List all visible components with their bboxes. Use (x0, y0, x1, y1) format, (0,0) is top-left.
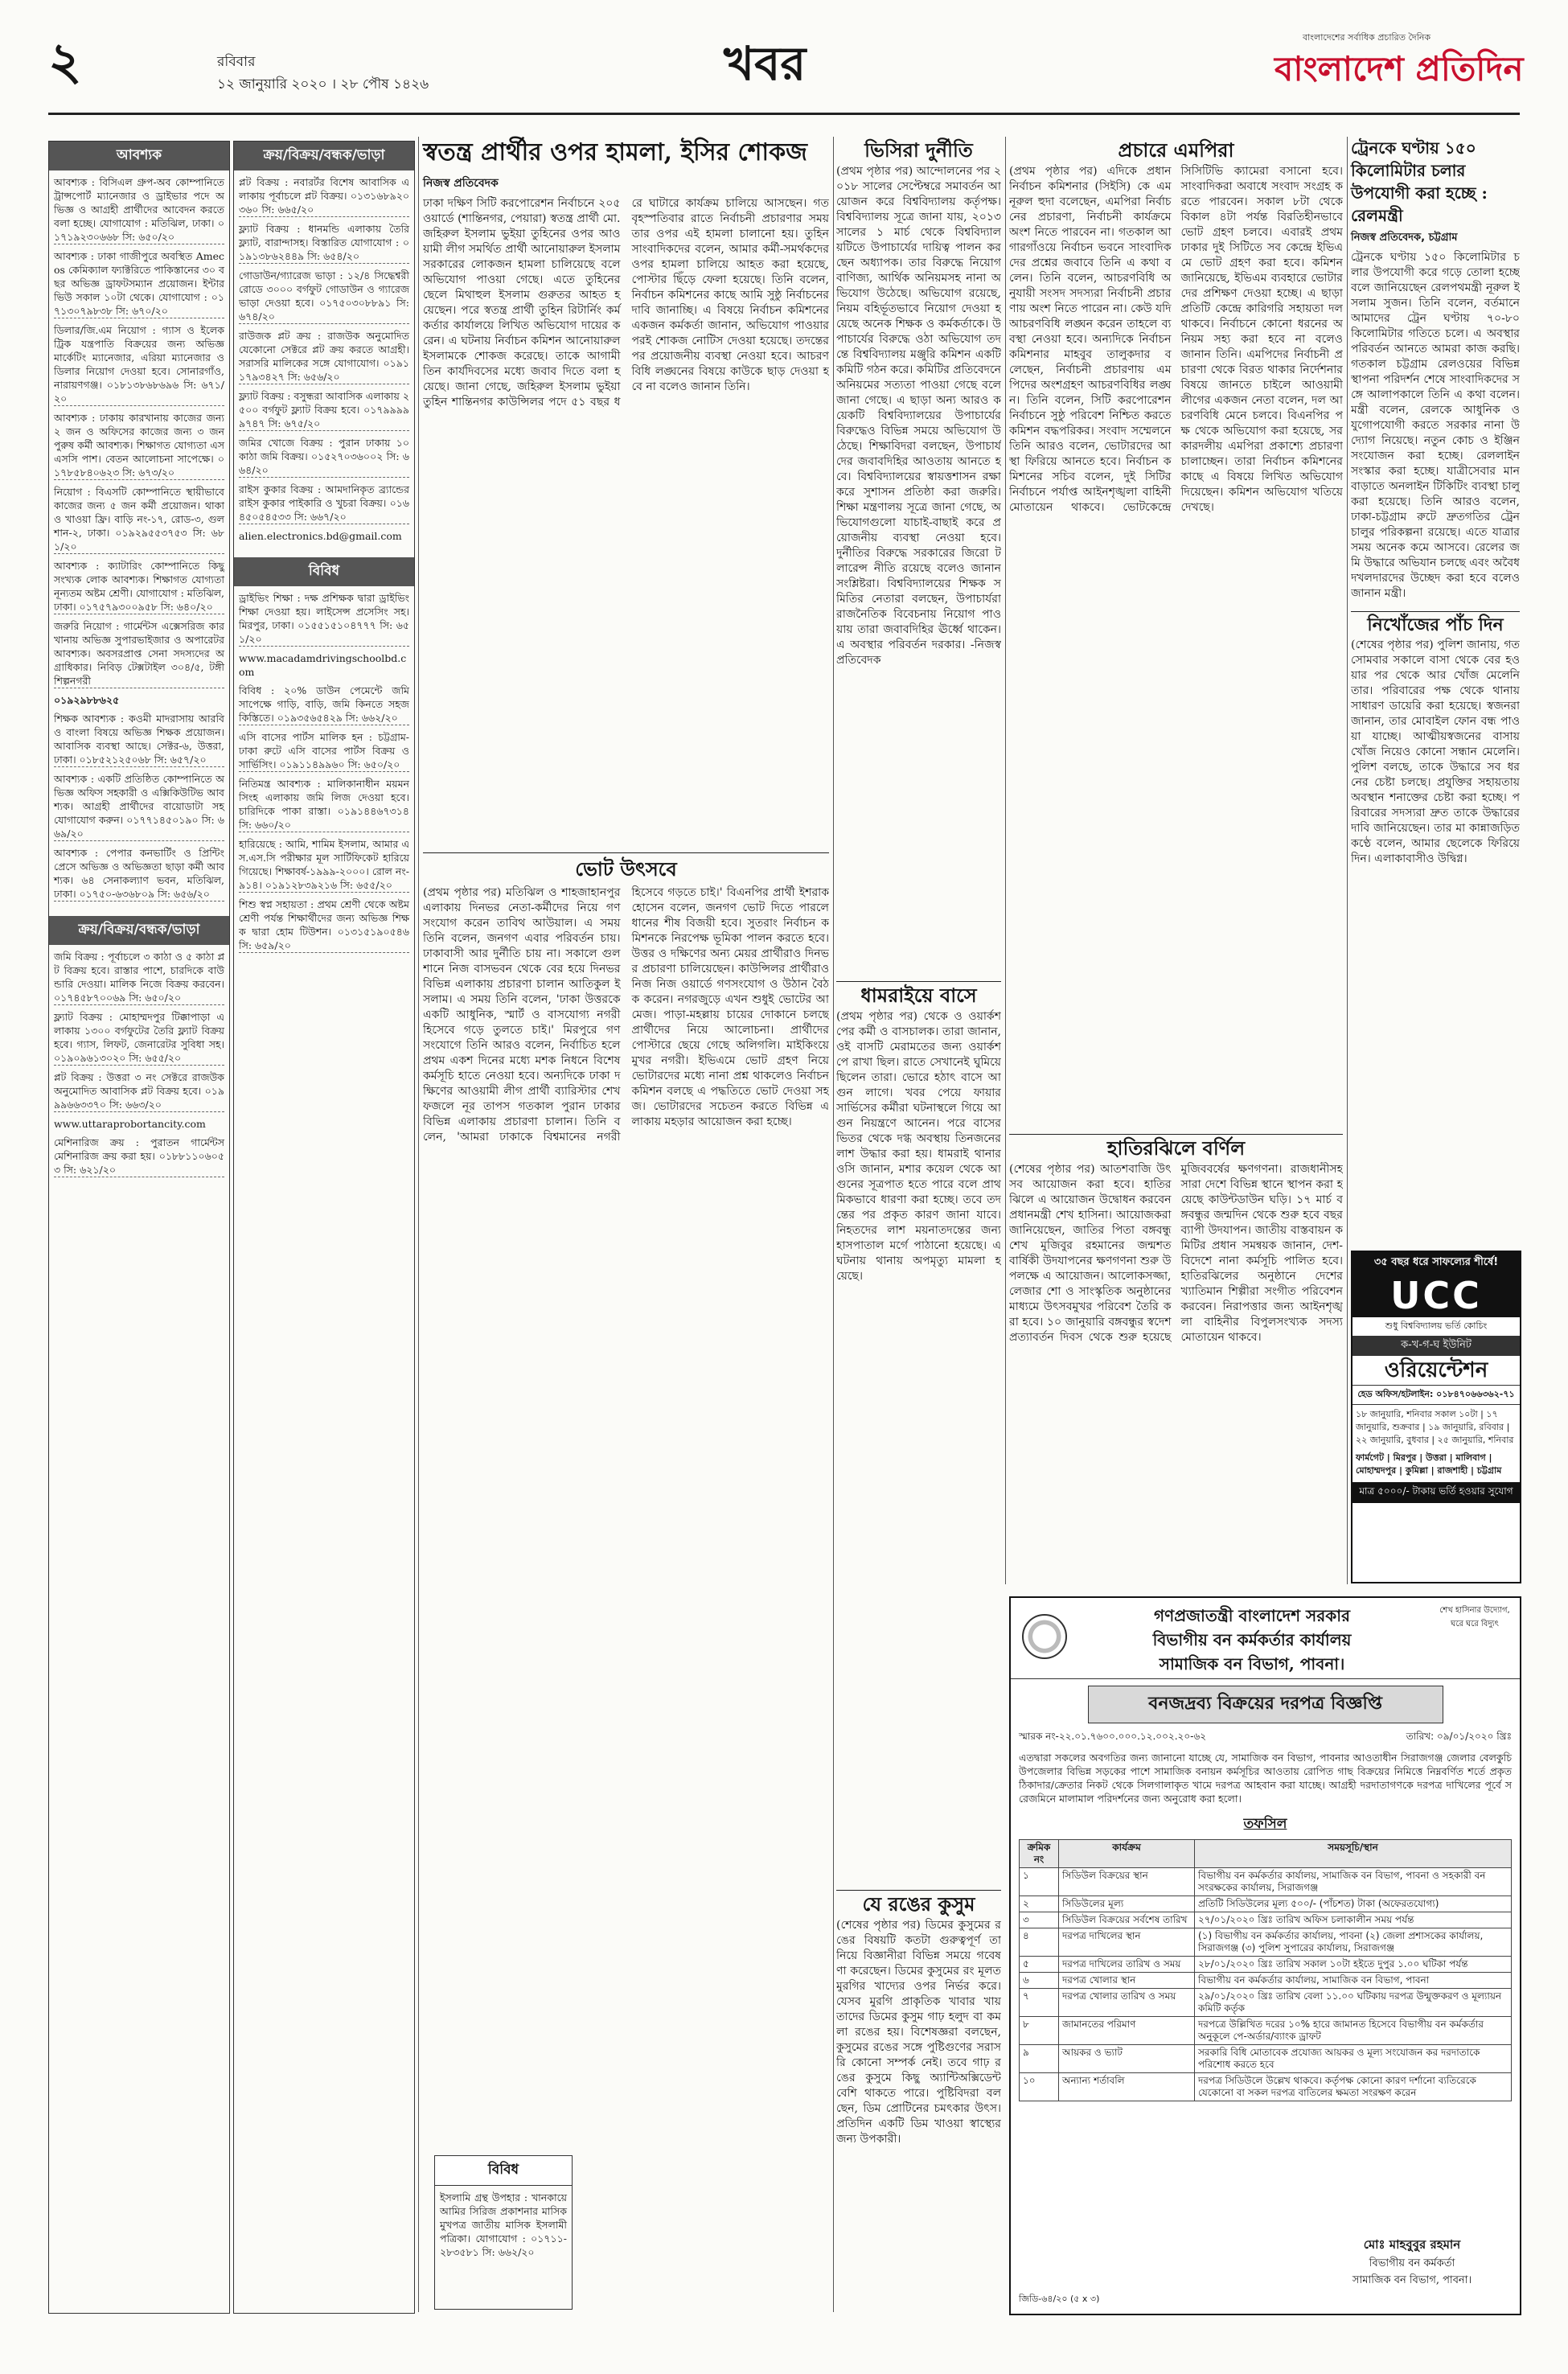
lead-byline: নিজস্ব প্রতিবেদক (423, 177, 499, 190)
tender-cell-schedule: বিভাগীয় বন কর্মকর্তার কার্যালয়, সামাজিক বন বিভাগ, পাবনা (1195, 1973, 1512, 1989)
tender-row (1020, 1928, 1512, 1957)
bus-story (836, 981, 1001, 1882)
mp-story (1009, 137, 1343, 1126)
misc-box (434, 2155, 573, 2310)
tender-cell-activity: দরপত্র দাখিলের তারিখ ও সময় (1059, 1957, 1195, 1973)
tender-corner: শেখ হাসিনার উদ্যোগ, ঘরে ঘরে বিদ্যুৎ (1439, 1606, 1510, 1629)
classified-ad: প্লট বিক্রয় : নবারর্টর বিশেষ আবাসিক এলাকায় পূর্বাচলে প্লট বিক্রয়। ০১৩১৬৮৯২০৩৬০ সি: ৬৬৫/২০ (239, 176, 409, 216)
classified-ad: ড্রাইভিং শিক্ষা : দক্ষ প্রশিক্ষক দ্বারা ড্রাইভিং শিক্ষা দেওয়া হয়। লাইসেন্স প্রসেসিং সহ। মিরপুর, ঢাকা। ০১৫৫১৫১০৪৭৭৭ সি: ৬৫১/২০ (239, 592, 409, 645)
tender-gov1: গণপ্রজাতন্ত্রী বাংলাদেশ সরকার (1154, 1606, 1350, 1625)
classified-ad: প্লট বিক্রয় : উত্তরা ৩ নং সেক্টরে রাজউক অনুমোদিত আবাসিক প্লট বিক্রয় হবে। ০১৯৯৯৬৬৩৩৭০ সি: ৬৬৩/২০ (54, 1071, 224, 1111)
classified-head-sale: ক্রয়/বিক্রয়/বন্ধক/ভাড়া (49, 916, 229, 945)
tender-cell-schedule: বিভাগীয় বন কর্মকর্তার কার্যালয়, সামাজিক বন বিভাগ, পাবনা ও সহকারী বন সংরক্ষকের কার্যালয়, সিরাজগঞ্জ (1195, 1868, 1512, 1896)
train-story (1351, 137, 1520, 603)
emblem-icon (1022, 1614, 1067, 1659)
column-rule (1347, 137, 1348, 1584)
flower-body: (শেষের পৃষ্ঠার পর) ডিমের কুসুমের রঙের বিষয়টি কতটা গুরুত্বপূর্ণ তা নিয়ে বিজ্ঞানীরা বিভিন্ন সময়ে গবেষণা করেছেন। ডিমের কুসুমের রং মূলত মুরগির খাদ্যের ওপর নির্ভর করে। যেসব মুরগি প্রাকৃতিক খাবার খায় তাদের ডিমের কুসুম গাঢ় হলুদ বা কমলা রঙের হয়। বিশেষজ্ঞরা বলছেন, কুসুমের রঙের সঙ্গে পুষ্টিগুণের সরাসরি কোনো সম্পর্ক নেই। তবে গাঢ় রঙের কুসুমে কিছু অ্যান্টিঅক্সিডেন্ট বেশি থাকতে পারে। পুষ্টিবিদরা বলছেন, ডিম প্রোটিনের চমৎকার উৎস। প্রতিদিন একটি ডিম খাওয়া স্বাস্থ্যের জন্য উপকারী। (836, 1919, 1001, 2146)
ucc-hotline: হেড অফিস/হটলাইন: ০১৮৪৭০৬৬৩৬২-৭১ (1353, 1385, 1520, 1405)
bus-headline: ধামরাইয়ে বাসে (836, 981, 1001, 1009)
classified-ad: নিয়োগ : বিএসটি কোম্পানিতে স্থায়ীভাবে কাজের জন্য ৫ জন কর্মী প্রয়োজন। থাকা ও খাওয়া ফ্রি। বাড়ি নং-১৭, রোড-৩, গুলশান-২, ঢাকা। ০১৯২৯৫৫৩৭৫৩ সি: ৬৮১/২০ (54, 486, 224, 552)
ucc-top: ৩৫ বছর ধরে সাফল্যের শীর্ষে! (1353, 1252, 1520, 1274)
train-byline: নিজস্ব প্রতিবেদক, চট্টগ্রাম (1351, 232, 1458, 244)
tender-title: বনজদ্রব্য বিক্রয়ের দরপত্র বিজ্ঞপ্তি (1088, 1686, 1443, 1723)
tender-cell-serial: ৯ (1020, 2045, 1059, 2073)
missing-headline: নিখোঁজের পাঁচ দিন (1351, 611, 1520, 638)
lead-headline: স্বতন্ত্র প্রার্থীর ওপর হামলা, ইসির শোকজ (423, 138, 807, 166)
classified-ad: বিবিধ : ২০% ডাউন পেমেন্টে জমি সাপেক্ষে গাড়ি, বাড়ি, জমি কিনতে সহজ কিস্তিতে। ০১৯৩৫৬৫৪২৯ সি: ৬৬২/২০ (239, 684, 409, 724)
tender-code: জিডি-৬৪/২০ (৫ x ৩) (1019, 2294, 1100, 2304)
date: ১২ জানুয়ারি ২০২০ । ২৮ পৌষ ১৪২৬ (217, 76, 429, 92)
corruption-headline: ভিসিরা দুর্নীতি (864, 138, 973, 162)
tender-row (1020, 2017, 1512, 2045)
tender-cell-serial: ৬ (1020, 1973, 1059, 1989)
corruption-body: (প্রথম পৃষ্ঠার পর) আন্দোলনের পর ২০১৮ সালের সেপ্টেম্বরে সমাবর্তন আয়োজন করে বিশ্ববিদ্যালয় কর্তৃপক্ষ। বিশ্ববিদ্যালয় সূত্রে জানা যায়, ২০১৩ সালের ১ মার্চ থেকে বিশ্ববিদ্যালয়টিতে উপাচার্যের দায়িত্ব পালন করছেন অধ্যাপক। তার বিরুদ্ধে নিয়োগ বাণিজ্য, আর্থিক অনিয়মসহ নানা অভিযোগ উঠেছে। অভিযোগ রয়েছে, নিয়ম বহির্ভূতভাবে নিয়োগ দেওয়া হয়েছে অনেক শিক্ষক ও কর্মকর্তাকে। উপাচার্যের বিরুদ্ধে ওঠা অভিযোগ তদন্তে বিশ্ববিদ্যালয় মঞ্জুরি কমিশন একটি কমিটি গঠন করে। কমিটির প্রতিবেদনে অনিয়মের সত্যতা পাওয়া গেছে বলে জানা গেছে। এ ছাড়া অন্য আরও কয়েকটি বিশ্ববিদ্যালয়ের উপাচার্যের বিরুদ্ধেও বিভিন্ন সময়ে অভিযোগ উঠেছে। শিক্ষাবিদরা বলছেন, উপাচার্যদের জবাবদিহির আওতায় আনতে হবে। বিশ্ববিদ্যালয়ের স্বায়ত্তশাসন রক্ষা করে সুশাসন প্রতিষ্ঠা করা জরুরি। শিক্ষা মন্ত্রণালয় সূত্রে জানা গেছে, অভিযোগগুলো যাচাই-বাছাই করে প্রয়োজনীয় ব্যবস্থা নেওয়া হবে। দুর্নীতির বিরুদ্ধে সরকারের জিরো টলারেন্স নীতি রয়েছে বলেও জানান সংশ্লিষ্টরা। বিশ্ববিদ্যালয়ের শিক্ষক সমিতির নেতারা বলছেন, উপাচার্যরা রাজনৈতিক বিবেচনায় নিয়োগ পাওয়ায় তারা জবাবদিহির ঊর্ধ্বে থাকেন। এ অবস্থার পরিবর্তন দরকার। -নিজস্ব প্রতিবেদক (836, 165, 1001, 667)
vote-story (423, 852, 829, 2139)
tender-cell-schedule: ২৭/০১/২০২০ খ্রিঃ তারিখ অফিস চলাকালীন সময় পর্যন্ত (1195, 1912, 1512, 1928)
tender-row (1020, 1912, 1512, 1928)
tender-cell-activity: সিডিউল বিক্রয়ের সর্বশেষ তারিখ (1059, 1912, 1195, 1928)
tender-cell-activity: দরপত্র দাখিলের স্থান (1059, 1928, 1195, 1957)
classified-web[interactable]: www.macadamdrivingschoolbd.com (239, 652, 407, 678)
tender-cell-schedule: (১) বিভাগীয় বন কর্মকর্তার কার্যালয়, পাবনা (২) জেলা প্রশাসকের কার্যালয়, সিরাজগঞ্জ (৩) পুলিশ সুপারের কার্যালয়, সিরাজগঞ্জ (1195, 1928, 1512, 1957)
classified-ad: এসি বাসের পার্টস মালিক হন : চট্টগ্রাম-ঢাকা রুটে এসি বাসের পার্টস বিক্রয় ও সার্ভিসিং। ০১৯১১৪৯৯৬০ সি: ৬৫০/২০ (239, 731, 409, 770)
tender-cell-activity: সিডিউলের মূল্য (1059, 1896, 1195, 1912)
flower-headline: যে রঙের কুসুম (836, 1890, 1001, 1918)
classified-ad: রাউজক প্লট ক্রয় : রাজউক অনুমোদিত যেকোনো সেক্টরে প্লট ক্রয় করতে আগ্রহী। সরাসরি মালিকের সঙ্গে যোগাযোগ। ০১৯১১৭৯৩৪২৭ সি: ৬৫৬/২০ (239, 330, 409, 383)
classified-ad: হারিয়েছে : আমি, শামিম ইসলাম, আমার এস.এস.সি পরীক্ষার মূল সার্টিফিকেট হারিয়ে গিয়েছে। শিক্ষাবর্ষ-১৯৯৯-২০০০। রোল নং-৯১৪। ০১৯১২৮৩৯২১৬ সি: ৬৫৫/২০ (239, 838, 409, 891)
tender-row (1020, 2045, 1512, 2073)
tender-notice (1009, 1596, 1521, 2315)
ucc-title: ওরিয়েন্টেশন (1384, 1358, 1488, 1382)
tender-table-title: তফসিল (1243, 1816, 1287, 1832)
train-body: ট্রেনকে ঘণ্টায় ১৫০ কিলোমিটার চলার উপযোগী করে গড়ে তোলা হচ্ছে বলে জানিয়েছেন রেলপথমন্ত্রী নূরুল ইসলাম সুজন। তিনি বলেন, বর্তমানে আমাদের ট্রেন ঘণ্টায় ৭০-৮০ কিলোমিটার গতিতে চলে। এ অবস্থার পরিবর্তন আনতে আমরা কাজ করছি। গতকাল চট্টগ্রাম রেলওয়ের বিভিন্ন স্থাপনা পরিদর্শন শেষে সাংবাদিকদের সঙ্গে আলাপকালে তিনি এ কথা বলেন। মন্ত্রী বলেন, রেলকে আধুনিক ও যুগোপযোগী করতে সরকার নানা উদ্যোগ নিয়েছে। নতুন কোচ ও ইঞ্জিন সংযোজন করা হচ্ছে। রেললাইন সংস্কার করা হচ্ছে। যাত্রীসেবার মান বাড়াতে অনলাইন টিকিটিং ব্যবস্থা চালু করা হয়েছে। তিনি আরও বলেন, ঢাকা-চট্টগ্রাম রুটে দ্রুতগতির ট্রেন চালুর পরিকল্পনা রয়েছে। এতে যাত্রার সময় অনেক কমে আসবে। রেলের জমি উদ্ধারে অভিযান চলছে এবং অবৈধ দখলদারদের উচ্ছেদ করা হবে বলেও জানান মন্ত্রী। (1351, 251, 1520, 600)
page-number: ২ (48, 31, 82, 92)
classified-ad: ফ্ল্যাট বিক্রয় : মোহাম্মদপুর টিক্কাপাড়া এলাকায় ১৩০০ বর্গফুটের তৈরি ফ্ল্যাট বিক্রয় হবে। গ্যাস, লিফট, জেনারেটর সুবিধা সহ। ০১৯০৯৬১৩০২০ সি: ৬৫৫/২০ (54, 1011, 224, 1064)
classified-ad: আবশ্যক : ক্যাটারিং কোম্পানিতে কিছু সংখ্যক লোক আবশ্যক। শিক্ষাগত যোগ্যতা নূন্যতম অষ্টম শ্রেণী। যোগাযোগ : মতিঝিল, ঢাকা। ০১৭৫৭৯৩০০৯৫৮ সি: ৬৪০/২০ (54, 560, 224, 613)
missing-body: (শেষের পৃষ্ঠার পর) পুলিশ জানায়, গত সোমবার সকালে বাসা থেকে বের হওয়ার পর থেকে আর খোঁজ মেলেনি তার। পরিবারের পক্ষ থেকে থানায় সাধারণ ডায়েরি করা হয়েছে। স্বজনরা জানান, তার মোবাইল ফোন বন্ধ পাওয়া যাচ্ছে। আত্মীয়স্বজনের বাসায় খোঁজ নিয়েও কোনো সন্ধান মেলেনি। পুলিশ বলছে, তাকে উদ্ধারে সব ধরনের চেষ্টা চলছে। প্রযুক্তির সহায়তায় অবস্থান শনাক্তের চেষ্টা করা হচ্ছে। পরিবারের সদস্যরা দ্রুত তাকে উদ্ধারের দাবি জানিয়েছেন। তার মা কান্নাজড়িত কণ্ঠে বলেন, আমার ছেলেকে ফিরিয়ে দিন। এলাকাবাসীও উদ্বিগ্ন। (1351, 639, 1520, 865)
classified-ad: আবশ্যক : ঢাকায় কারখানায় কাজের জন্য ২ জন ও অফিসের কাজের জন্য ৩ জন পুরুষ কর্মী আবশ্যক। শিক্ষাগত যোগ্যতা এসএসসি পাশ। বেতন আলোচনা সাপেক্ষে। ০১৭৮৫৮৪০৬২৩ সি: ৬৭৩/২০ (54, 412, 224, 478)
classified-head-misc: বিবিধ (234, 557, 414, 586)
ucc-fee: মাত্র ৫০০০/- টাকায় ভর্তি হওয়ার সুযোগ (1353, 1482, 1520, 1503)
flower-story (836, 1890, 1001, 2312)
classified-ad: গোডাউন/গ্যারেজ ভাড়া : ১২/৪ সিদ্ধেশ্বরী রোডে ৩০০০ বর্গফুট গোডাউন ও গ্যারেজ ভাড়া দেওয়া হবে। ০১৭৫০৩০৮৮৯১ সি: ৬৭৪/২০ (239, 269, 409, 322)
tender-cell-schedule: দরপত্র সিডিউলে উল্লেখ থাকবে। কর্তৃপক্ষ কোনো কারণ দর্শানো ব্যতিরেকে যেকোনো বা সকল দরপত্র বাতিলের ক্ষমতা সংরক্ষণ করেন (1195, 2073, 1512, 2101)
tender-cell-serial: ১০ (1020, 2073, 1059, 2101)
classified-ad: আবশ্যক : ঢাকা গাজীপুরে অবস্থিত Amecos কেমিক্যাল ফ্যাক্টরিতে পাকিস্তানের ৩০ বছর অভিজ্ঞ ড্রাফটসম্যান প্রয়োজন। ইন্টারভিউ সকাল ১০টা থেকে। যোগাযোগ : ০১৭১৩০৭৯৮৩৮ সি: ৬৭০/২০ (54, 250, 224, 317)
newspaper-logo: বাংলাদেশ প্রতিদিন (1275, 49, 1524, 88)
corruption-story (836, 137, 1001, 973)
tender-cell-activity: দরপত্র খোলার স্থান (1059, 1973, 1195, 1989)
classified-head-buysell: ক্রয়/বিক্রয়/বন্ধক/ভাড়া (234, 142, 414, 170)
ucc-tag: শুধু বিশ্ববিদ্যালয় ভর্তি কোচিং (1385, 1320, 1488, 1331)
tender-sign-title2: সামাজিক বন বিভাগ, পাবনা। (1352, 2274, 1472, 2286)
tender-cell-schedule: ২৮/০১/২০২০ খ্রিঃ তারিখ সকাল ১০টা হইতে দুপুর ১.০০ ঘটিকা পর্যন্ত (1195, 1957, 1512, 1973)
tender-col-schedule: সময়সূচি/স্থান (1195, 1840, 1512, 1868)
tender-col-activity: কার্যক্রম (1059, 1840, 1195, 1868)
tender-date: তারিখ: ০৯/০১/২০২০ খ্রিঃ (1406, 1731, 1512, 1742)
classified-ad: শিক্ষক আবশ্যক : কওমী মাদরাসায় আরবি ও বাংলা বিষয়ে অভিজ্ঞ শিক্ষক প্রয়োজন। আবাসিক ব্যবস্থা আছে। সেক্টর-৬, উত্তরা, ঢাকা। ০১৮৫২১২৫০৬৮ সি: ৬৫৭/২০ (54, 713, 224, 766)
tender-cell-serial: ৮ (1020, 2017, 1059, 2045)
ucc-sub: ক-খ-গ-ঘ ইউনিট (1353, 1336, 1520, 1356)
elephant-headline: হাতিরঝিলে বর্ণিল (1009, 1134, 1343, 1162)
tender-row (1020, 1973, 1512, 1989)
mp-headline: প্রচারে এমপিরা (1118, 138, 1234, 162)
classified-ad: শিশু স্বপ্ন সহায়তা : প্রথম শ্রেণী থেকে অষ্টম শ্রেণী পর্যন্ত শিক্ষার্থীদের জন্য অভিজ্ঞ শিক্ষক দ্বারা হোম টিউশন। ০১৩১৫১৯০৫৪৬ সি: ৬৫৯/২০ (239, 898, 409, 951)
mp-body: (প্রথম পৃষ্ঠার পর) এদিকে প্রধান নির্বাচন কমিশনার (সিইসি) কে এম নূরুল হুদা বলেছেন, এমপিরা নির্বাচনের প্রচারণা, নির্বাচনী কার্যক্রমে অংশ নিতে পারবেন না। গতকাল আগারগাঁওয়ে নির্বাচন ভবনে সাংবাদিকদের প্রশ্নের জবাবে তিনি এ কথা বলেন। তিনি বলেন, আচরণবিধি অনুযায়ী সংসদ সদস্যরা নির্বাচনী প্রচারণায় অংশ নিতে পারেন না। কেউ যদি আচরণবিধি লঙ্ঘন করেন তাহলে ব্যবস্থা নেওয়া হবে। অন্যদিকে নির্বাচন কমিশনার মাহবুব তালুকদার বলেছেন, নির্বাচনী প্রচারণায় এমপিদের অংশগ্রহণ আচরণবিধির লঙ্ঘন। তিনি বলেন, সিটি করপোরেশন নির্বাচনে সুষ্ঠু পরিবেশ নিশ্চিত করতে কমিশন বদ্ধপরিকর। সংবাদ সম্মেলনে তিনি আরও বলেন, ভোটারদের আস্থা ফিরিয়ে আনতে হবে। নির্বাচন কমিশনের সচিব বলেন, দুই সিটির নির্বাচনে পর্যাপ্ত আইনশৃঙ্খলা বাহিনী মোতায়েন থাকবে। ভোটকেন্দ্রে সিসিটিভি ক্যামেরা বসানো হবে। সাংবাদিকরা অবাধে সংবাদ সংগ্রহ করতে পারবেন। সকাল ৮টা থেকে বিকাল ৪টা পর্যন্ত বিরতিহীনভাবে ভোট গ্রহণ চলবে। এবারই প্রথম ঢাকার দুই সিটিতে সব কেন্দ্রে ইভিএমে ভোট গ্রহণ করা হবে। কমিশন জানিয়েছে, ইভিএম ব্যবহারে ভোটারদের প্রশিক্ষণ দেওয়া হচ্ছে। এ ছাড়া প্রতিটি কেন্দ্রে কারিগরি সহায়তা দল থাকবে। নির্বাচনে কোনো ধরনের অনিয়ম সহ্য করা হবে না বলেও জানান তিনি। এমপিদের নির্বাচনী প্রচারণা থেকে বিরত থাকার নির্দেশনার বিষয়ে জানতে চাইলে আওয়ামী লীগের একজন নেতা বলেন, দল আচরণবিধি মেনে চলবে। বিএনপির পক্ষ থেকে অভিযোগ করা হয়েছে, সরকারদলীয় এমপিরা প্রকাশ্যে প্রচারণা চালাচ্ছেন। তারা নির্বাচন কমিশনের কাছে এ বিষয়ে লিখিত অভিযোগ দিয়েছেন। কমিশন অভিযোগ খতিয়ে দেখছে। (1009, 165, 1343, 514)
vote-body: (প্রথম পৃষ্ঠার পর) মতিঝিল ও শাহজাহানপুর এলাকায় দিনভর নেতা-কর্মীদের নিয়ে গণসংযোগ করেন তাবিথ আউয়াল। এ সময় তিনি বলেন, জনগণ এবার পরিবর্তন চায়। ঢাকাবাসী আর দুর্নীতি চায় না। সকালে গুলশানে নিজ বাসভবন থেকে বের হয়ে দিনভর বিভিন্ন এলাকায় প্রচারণা চালান আতিকুল ইসলাম। এ সময় তিনি বলেন, 'ঢাকা উত্তরকে একটি আধুনিক, স্মার্ট ও বাসযোগ্য নগরী হিসেবে গড়ে তুলতে চাই।' মিরপুরে গণসংযোগে তিনি আরও বলেন, নির্বাচিত হলে প্রথম একশ দিনের মধ্যে মশক নিধনে বিশেষ কর্মসূচি হাতে নেওয়া হবে। অন্যদিকে ঢাকা দক্ষিণের আওয়ামী লীগ প্রার্থী ব্যারিস্টার শেখ ফজলে নূর তাপস গতকাল পুরান ঢাকার বিভিন্ন এলাকায় প্রচারণা চালান। তিনি বলেন, 'আমরা ঢাকাকে বিশ্বমানের নগরী হিসেবে গড়তে চাই।' বিএনপির প্রার্থী ইশরাক হোসেন বলেন, জনগণ ভোট দিতে পারলে ধানের শীষ বিজয়ী হবে। সুতরাং নির্বাচন কমিশনকে নিরপেক্ষ ভূমিকা পালন করতে হবে। উত্তর ও দক্ষিণের অন্য মেয়র প্রার্থীরাও দিনভর প্রচারণা চালিয়েছেন। কাউন্সিলর প্রার্থীরাও নিজ নিজ ওয়ার্ডে গণসংযোগ ও উঠান বৈঠক করেন। নগরজুড়ে এখন শুধুই ভোটের আমেজ। পাড়া-মহল্লায় চায়ের দোকানে চলছে প্রার্থীদের নিয়ে আলোচনা। প্রার্থীদের পোস্টারে ছেয়ে গেছে অলিগলি। মাইকিংয়ে মুখর নগরী। ইভিএমে ভোট গ্রহণ নিয়ে ভোটারদের মধ্যে নানা প্রশ্ন থাকলেও নির্বাচন কমিশন বলছে এ পদ্ধতিতে ভোট দেওয়া সহজ। ভোটারদের সচেতন করতে বিভিন্ন এলাকায় মহড়ার আয়োজন করা হচ্ছে। (423, 886, 829, 1144)
misc-head: বিবিধ (435, 2156, 572, 2186)
tender-ref: স্মারক নং-২২.০১.৭৬০০.০০০.১২.০০২.২০-৬২ (1019, 1731, 1207, 1742)
misc-text: ইসলামি গ্রন্থ উপহার : খানকায়ে আমির সিরিজ প্রকাশনার মাসিক মুখপত্র জাতীয় মাসিক ইসলামী পত্রিকা। যোগাযোগ : ০১৭১১-২৮৩৫৮১ সি: ৬৬২/২০ (440, 2191, 567, 2258)
tender-sign-name: মোঃ মাহবুবুর রহমান (1363, 2237, 1461, 2252)
classified-ad: ফ্ল্যাট বিক্রয় : বসুন্ধরা আবাসিক এলাকায় ২৫০০ বর্গফুট ফ্ল্যাট বিক্রয় হবে। ০১৭৯৯৯৯৯৭৪৭ সি: ৬৭৫/২০ (239, 390, 409, 429)
classified-ad: মেশিনারিজ ক্রয় : পুরাতন গার্মেন্টস মেশিনারিজ ক্রয় করা হয়। ০১৮৮১১০৬০৫৩ সি: ৬২১/২০ (54, 1136, 224, 1176)
tender-sign-title1: বিভাগীয় বন কর্মকর্তা (1369, 2257, 1455, 2269)
classified-web[interactable]: www.uttaraprobortancity.com (54, 1118, 206, 1130)
classified-ad: আবশ্যক : বিসিএল গ্রুপ-অব কোম্পানিতে ট্রান্সপোর্ট ম্যানেজার ও ড্রাইভার পদে অভিজ্ঞ ও আগ্রহী প্রার্থীদের আবেদন করতে বলা হচ্ছে। যোগাযোগ : মতিঝিল, ঢাকা। ০১৭১৯২৩০৬৬৮ সি: ৬৫০/২০ (54, 176, 224, 243)
classified-email[interactable]: alien.electronics.bd@gmail.com (239, 530, 402, 542)
tender-cell-schedule: সরকারি বিধি মোতাবেক প্রযোজ্য আয়কর ও মূল্য সংযোজন কর দরদাতাকে পরিশোধ করতে হবে (1195, 2045, 1512, 2073)
tender-row (1020, 2073, 1512, 2101)
logo-tagline: বাংলাদেশের সর্বাধিক প্রচারিত দৈনিক (1303, 32, 1431, 43)
classified-ad: জরুরি নিয়োগ : গার্মেন্টস এক্সেসরিজ কারখানায় অভিজ্ঞ সুপারভাইজার ও অপারেটর আবশ্যক। অবসরপ্রাপ্ত সেনা সদস্যদের অগ্রাধিকার। নিবিড় টেক্সটাইল ৩০৪/৫, টঙ্গী শিল্পনগরী (54, 620, 224, 687)
tender-cell-activity: জামানতের পরিমাণ (1059, 2017, 1195, 2045)
classified-phone: ০১৯২৯৮৮৬২৫ (54, 694, 120, 706)
column-rule (418, 137, 419, 2312)
tender-cell-schedule: ২৯/০১/২০২০ খ্রিঃ তারিখ বেলা ১১.০০ ঘটিকায় দরপত্র উন্মুক্তকরণ ও মূল্যায়ন কমিটি কর্তৃক (1195, 1989, 1512, 2017)
classified-ad: আবশ্যক : পেপার কনভার্টিং ও প্রিন্টিং প্রেসে অভিজ্ঞ ও অভিজ্ঞতা ছাড়া কর্মী আবশ্যক। ৬৪ সেনাকল্যাণ ভবন, মতিঝিল, ঢাকা। ০১৭৫০-৬৩৬৮০৯ সি: ৬৫৬/২০ (54, 847, 224, 900)
train-headline: ট্রেনকে ঘণ্টায় ১৫০ কিলোমিটার চলার উপযোগী করা হচ্ছে : রেলমন্ত্রী (1351, 138, 1488, 225)
masthead (48, 27, 1524, 108)
classified-ad: ফ্ল্যাট বিক্রয় : ধানমন্ডি এলাকায় তৈরি ফ্ল্যাট, বারান্দাসহ। বিস্তারিত যোগাযোগ : ০১৯১৩৮৬২৪৪৯ সি: ৬৫৪/২০ (239, 223, 409, 262)
tender-cell-serial: ২ (1020, 1896, 1059, 1912)
lead-body: ঢাকা দক্ষিণ সিটি করপোরেশন নির্বাচনে ২০৫ ওয়ার্ডে (শান্তিনগর, পেয়ারা) স্বতন্ত্র প্রার্থী মো. জহিরুল ইসলাম ভুইয়া তুহিনের ওপর আওয়ামী লীগ সমর্থিত প্রার্থী আনোয়ারুল ইসলাম সরকারের লোকজন হামলা চালিয়েছে বলে অভিযোগ পাওয়া গেছে। এতে তুহিনের ছেলে মিথাহুল ইসলাম গুরুতর আহত হয়েছেন। পরে স্বতন্ত্র প্রার্থী তুহিন রিটার্নিং কর্মকর্তার কার্যালয়ে লিখিত অভিযোগ দায়ের করেন। এ ঘটনায় নির্বাচন কমিশন আনোয়ারুল ইসলামকে শোকজ করেছে। তাকে আগামী তিন কার্যদিবসের মধ্যে জবাব দিতে বলা হয়েছে। জানা গেছে, জহিরুল ইসলাম ভুইয়া তুহিন শান্তিনগর কাউন্সিলর পদে ৫১ বছর ধরে ঘাটারে কার্যক্রম চালিয়ে আসছেন। গত বৃহস্পতিবার রাতে নির্বাচনী প্রচারণার সময় তার ওপর এই হামলা চালানো হয়। তুহিন সাংবাদিকদের বলেন, আমার কর্মী-সমর্থকদের ওপর হামলা চালিয়ে আহত করা হয়েছে, পোস্টার ছিঁড়ে ফেলা হয়েছে। তিনি বলেন, নির্বাচন কমিশনের কাছে আমি সুষ্ঠু নির্বাচনের দাবি জানাচ্ছি। এ বিষয়ে নির্বাচন কমিশনের একজন কর্মকর্তা জানান, অভিযোগ পাওয়ার পরই শোকজ নোটিস দেওয়া হয়েছে। তদন্তের পর প্রয়োজনীয় ব্যবস্থা নেওয়া হবে। আচরণবিধি লঙ্ঘনের বিষয়ে কাউকে ছাড় দেওয়া হবে না বলেও জানান তিনি। (423, 197, 829, 409)
day: রবিবার (217, 54, 256, 70)
tender-row (1020, 1896, 1512, 1912)
classified-ad: জমির খোজে বিক্রয় : পুরান ঢাকায় ১০ কাঠা জমি বিক্রয়। ০১৫২৭০৩৬০০২ সি: ৬৬৪/২০ (239, 437, 409, 476)
tender-intro: এতদ্বারা সকলের অবগতির জন্য জানানো যাচ্ছে যে, সামাজিক বন বিভাগ, পাবনার আওতাধীন সিরাজগঞ্জ জেলার বেলকুচি উপজেলার বিভিন্ন সড়কের পাশে সামাজিক বনায়ন কর্মসূচির আওতায় রোপিত গাছ বিক্রয়ের নিমিত্তে নিম্নবর্ণিত শর্তে প্রকৃত ঠিকাদার/ক্রেতার নিকট থেকে সিলগালাকৃত খামে দরপত্র আহবান করা যাচ্ছে। আগ্রহী দরদাতাগণকে দরপত্র দাখিলের পূর্বে সরেজমিনে মালামাল পরিদর্শনের জন্য অনুরোধ করা হলো। (1019, 1752, 1512, 1805)
missing-story (1351, 611, 1520, 1238)
classified-head-wanted: আবশ্যক (49, 142, 229, 170)
ucc-logo: UCC (1353, 1274, 1520, 1317)
elephant-body: (শেষের পৃষ্ঠার পর) আতশবাজি উৎসব আয়োজন করা হবে। হাতিরঝিলে এ আয়োজন উদ্বোধন করবেন প্রধানমন্ত্রী শেখ হাসিনা। আয়োজকরা জানিয়েছেন, জাতির পিতা বঙ্গবন্ধু শেখ মুজিবুর রহমানের জন্মশতবার্ষিকী উদযাপনের ক্ষণগণনা শুরু উপলক্ষে এ আয়োজন। আলোকসজ্জা, লেজার শো ও সাংস্কৃতিক অনুষ্ঠানের মাধ্যমে উৎসবমুখর পরিবেশ তৈরি করা হবে। ১০ জানুয়ারি বঙ্গবন্ধুর স্বদেশ প্রত্যাবর্তন দিবস থেকে শুরু হয়েছে মুজিববর্ষের ক্ষণগণনা। রাজধানীসহ সারা দেশে বিভিন্ন স্থানে স্থাপন করা হয়েছে কাউন্টডাউন ঘড়ি। ১৭ মার্চ বঙ্গবন্ধুর জন্মদিন থেকে শুরু হবে বছরব্যাপী উদযাপন। জাতীয় বাস্তবায়ন কমিটির প্রধান সমন্বয়ক জানান, দেশ-বিদেশে নানা কর্মসূচি পালিত হবে। হাতিরঝিলের অনুষ্ঠানে দেশের খ্যাতিমান শিল্পীরা সংগীত পরিবেশন করবেন। নিরাপত্তার জন্য আইনশৃঙ্খলা বাহিনীর বিপুলসংখ্যক সদস্য মোতায়েন থাকবে। (1009, 1163, 1343, 1344)
tender-cell-serial: ৭ (1020, 1989, 1059, 2017)
tender-gov2: বিভাগীয় বন কর্মকর্তার কার্যালয় (1152, 1630, 1352, 1649)
classified-box-mid (233, 141, 415, 2314)
tender-cell-activity: দরপত্র খোলার তারিখ ও সময় (1059, 1989, 1195, 2017)
tender-table (1019, 1839, 1512, 2101)
tender-cell-activity: সিডিউল বিক্রয়ের স্থান (1059, 1868, 1195, 1896)
tender-cell-activity: অন্যান্য শর্তাবলি (1059, 2073, 1195, 2101)
column-rule (1005, 137, 1006, 1584)
elephant-story (1009, 1134, 1343, 1584)
tender-cell-serial: ৪ (1020, 1928, 1059, 1957)
ucc-branches: ফার্মগেট | মিরপুর | উত্তরা | মালিবাগ | মোহাম্মদপুর | কুমিল্লা | রাজশাহী | চট্টগ্রাম (1356, 1452, 1502, 1476)
classified-ad: জমি বিক্রয় : পূর্বাচলে ৩ কাঠা ও ৫ কাঠা প্লট বিক্রয় হবে। রাস্তার পাশে, চারদিকে বাউন্ডারি দেওয়া। মালিক নিজে বিক্রয় করবেন। ০১৭৪৫৮৭০০৬৯ সি: ৬৫০/২০ (54, 951, 224, 1004)
classified-box-left (48, 141, 230, 2314)
bus-body: (প্রথম পৃষ্ঠার পর) থেকে ও ওয়ার্কশপের কর্মী ও বাসচালক। তারা জানান, ওই বাসটি মেরামতের জন্য ওয়ার্কশপে রাখা ছিল। রাতে সেখানেই ঘুমিয়ে ছিলেন তারা। ভোরে হঠাৎ বাসে আগুন লাগে। খবর পেয়ে ফায়ার সার্ভিসের কর্মীরা ঘটনাস্থলে গিয়ে আগুন নিয়ন্ত্রণে আনেন। পরে বাসের ভিতর থেকে দগ্ধ অবস্থায় তিনজনের লাশ উদ্ধার করা হয়। ধামরাই থানার ওসি জানান, মশার কয়েল থেকে আগুনের সূত্রপাত হতে পারে বলে প্রাথমিকভাবে ধারণা করা হচ্ছে। তবে তদন্তের পর প্রকৃত কারণ জানা যাবে। নিহতদের লাশ ময়নাতদন্তের জন্য হাসপাতাল মর্গে পাঠানো হয়েছে। এ ঘটনায় থানায় অপমৃত্যু মামলা হয়েছে। (836, 1010, 1001, 1283)
classified-ad: নিতিমন্ত্র আবশ্যক : মালিকানাধীন ময়মনসিংহ এলাকায় জমি লিজ দেওয়া হবে। চারিদিকে পাকা রাস্তা। ০১৯১৪৪৬৭৩১৪ সি: ৬৬০/২০ (239, 778, 409, 831)
lead-story (423, 137, 829, 844)
tender-cell-schedule: প্রতিটি সিডিউলের মূল্য ৫০০/- (পাঁচশত) টাকা (অফেরতযোগ্য) (1195, 1896, 1512, 1912)
tender-row (1020, 1957, 1512, 1973)
vote-headline: ভোট উৎসবে (575, 857, 677, 881)
tender-row (1020, 1868, 1512, 1896)
section-title: খবর (724, 36, 807, 91)
tender-cell-serial: ৫ (1020, 1957, 1059, 1973)
masthead-rule (48, 113, 1520, 115)
tender-cell-serial: ৩ (1020, 1912, 1059, 1928)
tender-cell-serial: ১ (1020, 1868, 1059, 1896)
ucc-ad (1351, 1251, 1521, 1583)
ucc-dates: ১৮ জানুয়ারি, শনিবার সকাল ১০টা | ১৭ জানুয়ারি, শুক্রবার | ১৯ জানুয়ারি, রবিবার | ২২ জানুয়ারি, বুধবার | ২৫ জানুয়ারি, শনিবার (1356, 1409, 1514, 1445)
classified-ad: আবশ্যক : একটি প্রতিষ্ঠিত কোম্পানিতে অভিজ্ঞ অফিস সহকারী ও এক্সিকিউটিভ আবশ্যক। আগ্রহী প্রার্থীদের বায়োডাটা সহ যোগাযোগ করুন। ০১৭৭১৪৫০১৯০ সি: ৬৬৯/২০ (54, 773, 224, 840)
tender-col-serial: ক্রমিক নং (1020, 1840, 1059, 1868)
tender-gov3: সামাজিক বন বিভাগ, পাবনা। (1159, 1654, 1345, 1674)
tender-row (1020, 1989, 1512, 2017)
classified-ad: রাইস কুকার বিক্রয় : আমদানিকৃত ব্র্যান্ডের রাইস কুকার পাইকারি ও খুচরা বিক্রয়। ০১৬৪৫০৫৪৫৩৩ সি: ৬৬৭/২০ (239, 483, 409, 523)
tender-cell-activity: আয়কর ও ভ্যাট (1059, 2045, 1195, 2073)
tender-cell-schedule: দরপত্রে উল্লিখিত দরের ১০% হারে জামানত হিসেবে বিভাগীয় বন কর্মকর্তার অনুকূলে পে-অর্ডার/ব্যাংক ড্রাফট (1195, 2017, 1512, 2045)
column-rule (833, 137, 834, 2312)
classified-ad: ডিলার/জি.এম নিয়োগ : গ্যাস ও ইলেকট্রিক যন্ত্রপাতি বিক্রয়ের জন্য অভিজ্ঞ মার্কেটিং ম্যানেজার, এরিয়া ম্যানেজার ও ডিলার নিয়োগ দেওয়া হবে। সোনারগাঁও, নারায়ণগঞ্জ। ০১৮১৩৮৬৮৬৯৬ সি: ৬৭১/২০ (54, 324, 224, 405)
